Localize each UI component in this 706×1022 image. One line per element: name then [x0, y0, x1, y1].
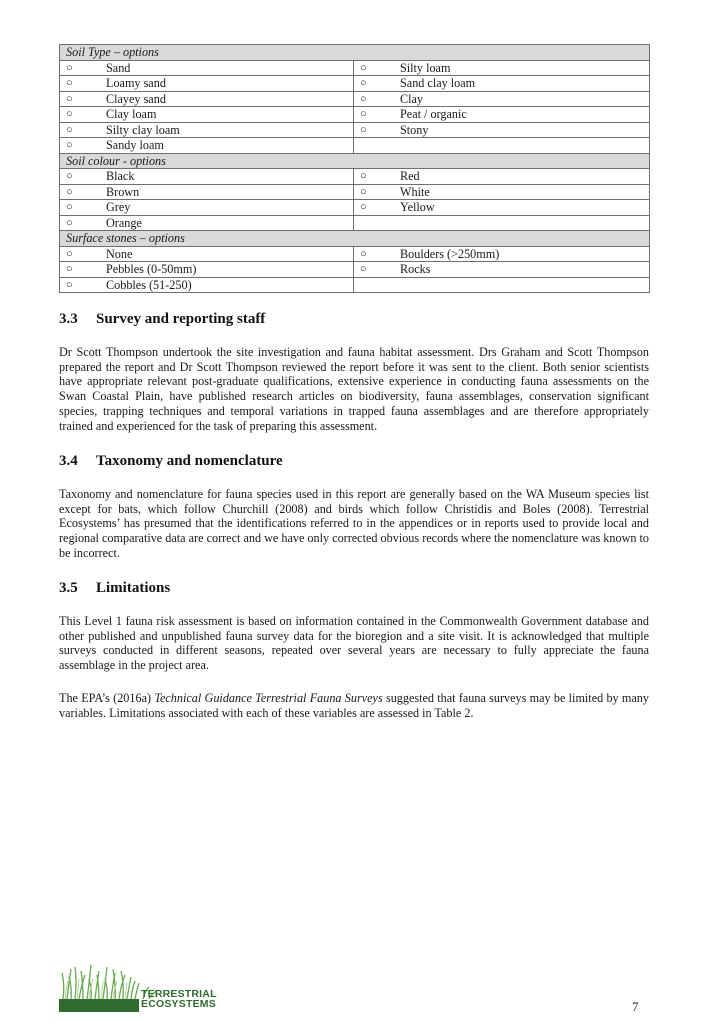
option-label: Clay — [400, 91, 424, 106]
option-cell — [60, 91, 354, 107]
section-title-cell: Soil colour - options — [60, 153, 650, 169]
option-cell — [60, 122, 354, 138]
option-cell — [60, 246, 354, 262]
table-row — [60, 262, 650, 278]
paragraph-survey-staff: Dr Scott Thompson undertook the site investigation and fauna habitat assessment. Drs Graham and Scott Thompson prepared the report and Dr Scott Thompson reviewed the report before it was sent to the client. Both senior scientists have appropriate relevant post-graduate qualifications, extensive experience in conducting fauna assessments on the Swan Coastal Plain, have published research articles on biodiversity, fauna assemblages, conservation significant species, trapping techniques and temporal variations in trapped fauna assemblages and are therefore appropriately trained and experienced for the task of preparing this assessment. — [59, 345, 649, 433]
section-number: 3.5 — [59, 580, 78, 596]
option-cell — [60, 138, 354, 154]
table-row — [60, 122, 650, 138]
option-cell — [354, 107, 650, 123]
option-bullet-icon: ○ — [360, 201, 367, 213]
option-label: Peat / organic — [400, 107, 467, 121]
table-row — [60, 76, 650, 92]
option-bullet-icon: ○ — [66, 201, 73, 213]
section-title-cell: Surface stones – options — [60, 231, 650, 247]
option-cell — [354, 262, 650, 278]
option-cell — [60, 215, 354, 231]
option-cell — [354, 60, 650, 76]
option-bullet-icon: ○ — [360, 61, 367, 74]
table-section-header — [60, 231, 650, 247]
option-cell — [354, 277, 650, 293]
option-cell — [354, 76, 650, 92]
table-section-header — [60, 45, 650, 61]
table-row — [60, 169, 650, 185]
table-row — [60, 200, 650, 216]
option-bullet-icon: ○ — [66, 61, 73, 74]
paragraph-limitations: This Level 1 fauna risk assessment is based on information contained in the Commonwealth Government database and other published and unpublished fauna survey data for the bioregion and a site visit. It is acknowledged that multiple surveys conducted in different seasons, repeated over several years are necessary to fully appreciate the fauna assemblage in the project area. — [59, 614, 649, 673]
option-cell — [354, 184, 650, 200]
logo-line-2: ECOSYSTEMS — [141, 998, 216, 1010]
option-cell — [354, 215, 650, 231]
option-label: Brown — [106, 184, 140, 199]
option-label: Black — [106, 169, 135, 183]
page-number: 7 — [632, 999, 639, 1014]
table-row — [60, 246, 650, 262]
table-section-header — [60, 153, 650, 169]
option-bullet-icon: ○ — [66, 123, 73, 136]
option-cell — [354, 122, 650, 138]
table-row — [60, 138, 650, 154]
option-bullet-icon: ○ — [360, 247, 367, 260]
option-cell — [60, 107, 354, 123]
option-label: Cobbles (51-250) — [106, 277, 192, 292]
option-cell — [60, 169, 354, 185]
section-title: Taxonomy and nomenclature — [96, 453, 283, 469]
option-label: Silty loam — [400, 60, 451, 75]
option-bullet-icon: ○ — [360, 77, 367, 89]
section-number: 3.3 — [59, 311, 78, 327]
option-label: Clayey sand — [106, 91, 166, 106]
option-cell — [60, 76, 354, 92]
option-label: Sand clay loam — [400, 76, 476, 90]
section-heading-3-5 — [59, 579, 170, 597]
epa-text-after: suggested that fauna surveys may be limited by many variables. Limitations associated with each of these variables are assessed in Table 2. — [59, 691, 649, 720]
paragraph-taxonomy: Taxonomy and nomenclature for fauna species used in this report are generally based on the WA Museum species list except for bats, which follow Churchill (2008) and birds which follow Christidis and Boles (2008). Terrestrial Ecosystems’ has presumed that the identifications referred to in the appendices or in reports used to provide local and regional comparative data are correct and we have only corrected obvious records where the nomenclature was known to be incorrect. — [59, 487, 649, 560]
table-row — [60, 184, 650, 200]
option-label: Sandy loam — [106, 138, 164, 152]
option-bullet-icon: ○ — [66, 108, 73, 120]
option-label: White — [400, 184, 430, 199]
option-bullet-icon: ○ — [360, 185, 367, 198]
options-table — [59, 44, 650, 293]
logo-wordmark — [141, 989, 217, 1009]
option-bullet-icon: ○ — [360, 123, 367, 136]
option-bullet-icon: ○ — [360, 263, 367, 275]
table-row — [60, 215, 650, 231]
logo-line-1: TERRESTRIAL — [141, 988, 217, 1000]
option-cell — [354, 246, 650, 262]
option-bullet-icon: ○ — [66, 170, 73, 182]
option-label: Yellow — [400, 200, 435, 214]
option-bullet-icon: ○ — [66, 77, 73, 89]
option-cell — [60, 262, 354, 278]
epa-text-before: The EPA’s (2016a) — [59, 691, 155, 705]
option-label: Clay loam — [106, 107, 157, 121]
option-cell — [354, 200, 650, 216]
section-title: Survey and reporting staff — [96, 311, 266, 327]
option-bullet-icon: ○ — [360, 170, 367, 182]
option-label: None — [106, 246, 133, 261]
epa-guidance-title: Technical Guidance Terrestrial Fauna Surveys — [154, 691, 383, 705]
option-label: Rocks — [400, 262, 431, 276]
option-cell — [60, 277, 354, 293]
option-bullet-icon: ○ — [360, 92, 367, 105]
option-cell — [60, 200, 354, 216]
option-label: Sand — [106, 60, 131, 75]
option-bullet-icon: ○ — [66, 92, 73, 105]
option-cell — [354, 91, 650, 107]
terrestrial-ecosystems-logo — [59, 963, 221, 1015]
option-cell — [60, 184, 354, 200]
paragraph-epa-guidance — [59, 691, 649, 720]
table-row — [60, 107, 650, 123]
option-label: Silty clay loam — [106, 122, 180, 137]
option-bullet-icon: ○ — [66, 278, 73, 291]
option-bullet-icon: ○ — [66, 216, 73, 229]
option-cell — [60, 60, 354, 76]
table-row — [60, 277, 650, 293]
option-label: Boulders (>250mm) — [400, 246, 500, 261]
option-label: Pebbles (0-50mm) — [106, 262, 197, 276]
option-label: Grey — [106, 200, 131, 214]
option-label: Stony — [400, 122, 429, 137]
section-heading-3-4 — [59, 452, 283, 470]
option-label: Red — [400, 169, 420, 183]
option-label: Loamy sand — [106, 76, 166, 90]
option-bullet-icon: ○ — [66, 139, 73, 151]
section-number: 3.4 — [59, 453, 78, 469]
option-bullet-icon: ○ — [66, 185, 73, 198]
option-label: Orange — [106, 215, 142, 230]
option-bullet-icon: ○ — [360, 108, 367, 120]
table-row — [60, 60, 650, 76]
option-cell — [354, 169, 650, 185]
section-title-cell: Soil Type – options — [60, 45, 650, 61]
option-bullet-icon: ○ — [66, 263, 73, 275]
section-heading-3-3 — [59, 310, 265, 328]
section-title: Limitations — [96, 580, 171, 596]
table-row — [60, 91, 650, 107]
option-bullet-icon: ○ — [66, 247, 73, 260]
option-cell — [354, 138, 650, 154]
